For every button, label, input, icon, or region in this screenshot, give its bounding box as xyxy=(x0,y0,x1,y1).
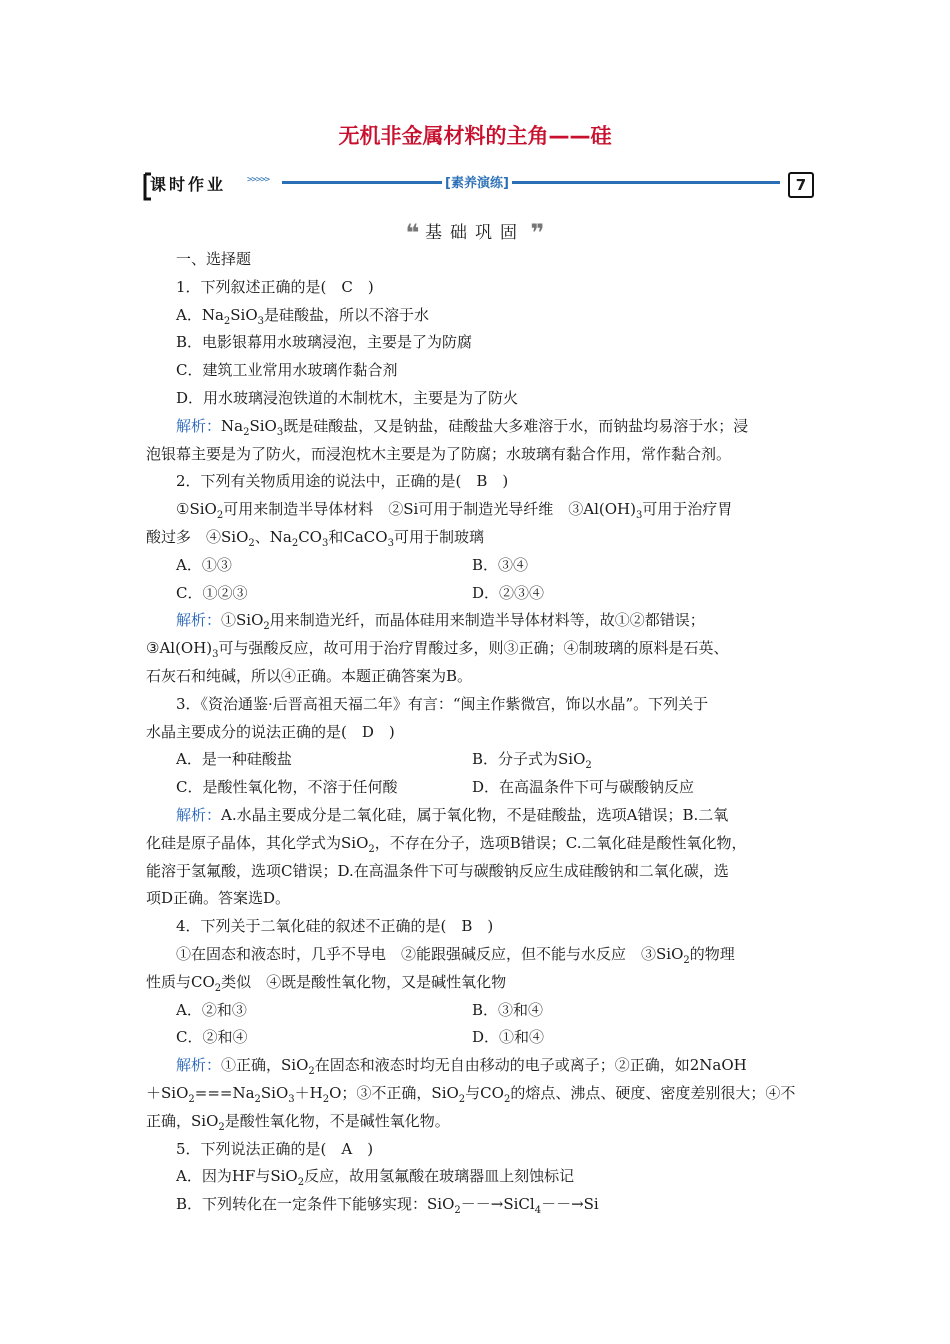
text-line: ①SiO$_2$可用来制造半导体材料 ②Si可用于制造光导纤维 $③Al(OH)_3$可用于治疗胃 xyxy=(176,500,733,522)
text-line: 化硅是原子晶体，其化学式为SiO$_2$，不存在分子，选项B错误；C.二氧化硅是酸性氧化物， xyxy=(146,833,747,855)
close-quote-icon: ❞ xyxy=(530,219,545,247)
text-line: 能溶于氢氟酸，选项C错误；D.在高温条件下可与碳酸钠反应生成硅酸钠和二氧化碳，选 xyxy=(146,861,729,880)
page-title: 无机非金属材料的主角——硅 xyxy=(338,124,612,148)
text-line: 解析：$Na_2SiO_3$既是硅酸盐，又是钠盐，硅酸盐大多难溶于水，而钠盐均易溶于水；浸 xyxy=(176,416,749,438)
section-heading-text: 基础巩固 xyxy=(425,223,525,243)
banner-line xyxy=(282,181,780,184)
text-line xyxy=(146,774,811,802)
option-cell: D．②③④ xyxy=(472,583,545,602)
option-cell: A．②和③ xyxy=(176,1000,247,1019)
text-line: C．建筑工业常用水玻璃作黏合剂 xyxy=(176,361,398,380)
text-line: 4．下列关于二氧化硅的叙述不正确的是( B ) xyxy=(176,917,494,936)
question-content xyxy=(146,246,811,1219)
text-line: 一、选择题 xyxy=(176,250,252,268)
text-line: B．下列转化在一定条件下能够实现：SiO$_2$－－→SiCl$_4$－－→Si xyxy=(176,1195,599,1217)
text-line: 2．下列有关物质用途的说法中，正确的是( B ) xyxy=(176,472,509,491)
homework-banner xyxy=(142,170,814,202)
text-line: 水晶主要成分的说法正确的是( D ) xyxy=(146,722,395,741)
text-line: 5．下列说法正确的是( A ) xyxy=(176,1139,374,1158)
text-line: 解析：①正确，SiO$_2$在固态和液态时均无自由移动的电子或离子；②正确，如2NaOH xyxy=(176,1056,747,1078)
text-line xyxy=(146,552,811,580)
option-cell: B．③和④ xyxy=(472,1000,544,1019)
banner-tag: [素养演练] xyxy=(442,172,512,191)
text-line xyxy=(146,997,811,1025)
option-cell: C．是酸性氧化物，不溶于任何酸 xyxy=(176,778,398,797)
text-line xyxy=(146,580,811,608)
banner-number: 7 xyxy=(788,172,814,198)
option-cell: D．在高温条件下可与碳酸钠反应 xyxy=(472,778,695,797)
option-cell: A．是一种硅酸盐 xyxy=(176,750,292,769)
text-line: 泡银幕主要是为了防火，而浸泡枕木主要是为了防腐；水玻璃有黏合作用，常作黏合剂。 xyxy=(146,444,732,463)
text-line: 项D正确。答案选D。 xyxy=(146,889,291,908)
section-heading xyxy=(0,218,950,247)
open-quote-icon: ❝ xyxy=(405,219,420,247)
text-line xyxy=(146,1024,811,1052)
text-line: D．用水玻璃浸泡铁道的木制枕木，主要是为了防火 xyxy=(176,388,519,407)
text-line: 1．下列叙述正确的是( C ) xyxy=(176,277,374,296)
text-line: 性质与$CO_2$类似 ④既是酸性氧化物，又是碱性氧化物 xyxy=(146,972,507,994)
text-line: ①在固态和液态时，几乎不导电 ②能跟强碱反应，但不能与水反应 ③SiO$_2$的物理 xyxy=(176,944,735,966)
text-line: A．$Na_2SiO_3$是硅酸盐，所以不溶于水 xyxy=(176,305,430,327)
banner-label: 课时作业 xyxy=(150,175,227,194)
text-line xyxy=(146,746,811,774)
option-cell: C．①②③ xyxy=(176,583,248,602)
text-line: 3．《资治通鉴·后晋高祖天福二年》有言：“闽主作紫微宫，饰以水晶”。下列关于 xyxy=(176,694,709,713)
option-cell: D．①和④ xyxy=(472,1028,545,1047)
text-line: 正确，SiO$_2$是酸性氧化物，不是碱性氧化物。 xyxy=(146,1111,450,1133)
text-line: A．因为HF与SiO$_2$反应，故用氢氟酸在玻璃器皿上刻蚀标记 xyxy=(176,1167,575,1189)
text-line: 酸过多 ④SiO$_2$、$Na_2CO_3$和CaCO$_3$可用于制玻璃 xyxy=(146,527,484,549)
text-line: $③Al(OH)_3$可与强酸反应，故可用于治疗胃酸过多，则③正确；④制玻璃的原料是石英、 xyxy=(146,639,729,661)
option-cell: C．②和④ xyxy=(176,1028,248,1047)
option-cell: B．分子式为SiO$_2$ xyxy=(472,750,592,772)
option-cell: A．①③ xyxy=(176,555,232,574)
text-line: 石灰石和纯碱，所以④正确。本题正确答案为B。 xyxy=(146,666,473,685)
text-line: B．电影银幕用水玻璃浸泡，主要是了为防腐 xyxy=(176,333,473,352)
text-line: $+SiO_2===Na_2SiO_3+H_2O$；③不正确，SiO$_2$与$CO_2$的熔点、沸点、硬度、密度差别很大；④不 xyxy=(146,1083,796,1105)
text-line: 解析：①SiO$_2$用来制造光纤，而晶体硅用来制造半导体材料等，故①②都错误； xyxy=(176,611,705,633)
banner-arrows-icon: >>>>> xyxy=(247,175,270,185)
text-line: 解析：A.水晶主要成分是二氧化硅，属于氧化物，不是硅酸盐，选项A错误；B.二氧 xyxy=(176,805,729,824)
option-cell: B．③④ xyxy=(472,555,529,574)
